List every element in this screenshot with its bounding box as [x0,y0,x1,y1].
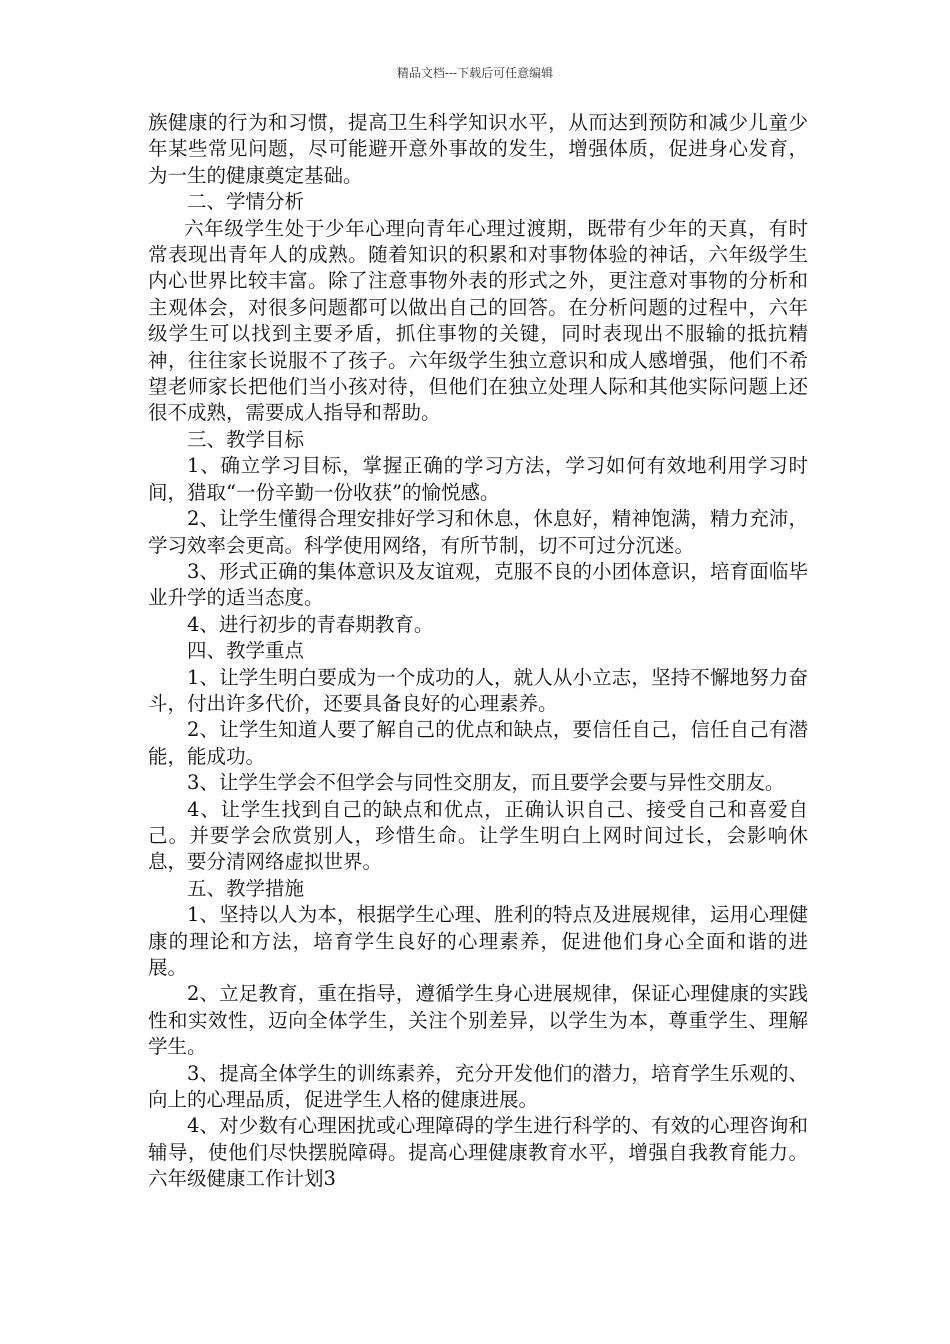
list-item: 1、坚持以人为本，根据学生心理、胜利的特点及进展规律，运用心理健康的理论和方法，培育学生良好的心理素养，促进他们身心全面和谐的进展。 [148,903,808,979]
section-heading: 四、教学重点 [187,639,305,663]
list-item: 1、让学生明白要成为一个成功的人，就人从小立志，坚持不懈地努力奋斗，付出许多代价，还要具备良好的心理素养。 [148,665,808,715]
section-heading: 二、学情分析 [187,190,305,214]
list-item: 2、让学生懂得合理安排好学习和休息，休息好，精神饱满，精力充沛，学习效率会更高。科学使用网络，有所节制，切不可过分沉迷。 [148,507,808,557]
list-item: 3、让学生学会不但学会与同性交朋友，而且要学会要与异性交朋友。 [187,771,785,795]
section-heading: 五、教学措施 [187,876,305,900]
paragraph: 六年级学生处于少年心理向青年心理过渡期，既带有少年的天真，有时常表现出青年人的成熟。随着知识的积累和对事物体验的神话，六年级学生内心世界比较丰富。除了注意事物外表的形式之外，更注意对事物的分析和主观体会，对很多问题都可以做出自己的回答。在分析问题的过程中，六年级学生可以找到主要矛盾，抓住事物的关键，同时表现出不服输的抵抗精神，往往家长说服不了孩子。六年级学生独立意识和成人感增强，他们不希望老师家长把他们当小孩对待，但他们在独立处理人际和其他实际问题上还很不成熟，需要成人指导和帮助。 [148,216,808,425]
list-item: 3、提高全体学生的训练素养，充分开发他们的潜力，培育学生乐观的、向上的心理品质，促进学生人格的健康进展。 [148,1061,808,1112]
section-heading: 三、教学目标 [187,427,305,451]
list-item: 4、让学生找到自己的缺点和优点，正确认识自己、接受自己和喜爱自己。并要学会欣赏别人，珍惜生命。让学生明白上网时间过长，会影响休息，要分清网络虚拟世界。 [148,797,808,874]
list-item: 1、确立学习目标，掌握正确的学习方法，学习如何有效地利用学习时间，猎取“一份辛勤一份收获”的愉悦感。 [148,454,808,504]
list-item: 3、形式正确的集体意识及友谊观，克服不良的小团体意识，培育面临毕业升学的适当态度。 [148,559,808,610]
list-item: 4、进行初步的青春期教育。 [187,612,434,636]
list-item: 2、立足教育，重在指导，遵循学生身心进展规律，保证心理健康的实践性和实效性，迈向全体学生，关注个别差异，以学生为本，尊重学生、理解学生。 [148,982,808,1059]
list-item: 4、对少数有心理困扰或心理障碍的学生进行科学的、有效的心理咨询和辅导，使他们尽快摆脱障碍。提高心理健康教育水平，增强自我教育能力。六年级健康工作计划3 [148,1114,808,1191]
list-item: 2、让学生知道人要了解自己的优点和缺点，要信任自己，信任自己有潜能，能成功。 [148,718,808,768]
page-header: 精品文档---下载后可任意编辑 [396,66,554,80]
paragraph: 族健康的行为和习惯，提高卫生科学知识水平，从而达到预防和减少儿童少年某些常见问题，尽可能避开意外事故的发生，增强体质，促进身心发育，为一生的健康奠定基础。 [148,111,808,187]
document-body [148,110,808,1193]
